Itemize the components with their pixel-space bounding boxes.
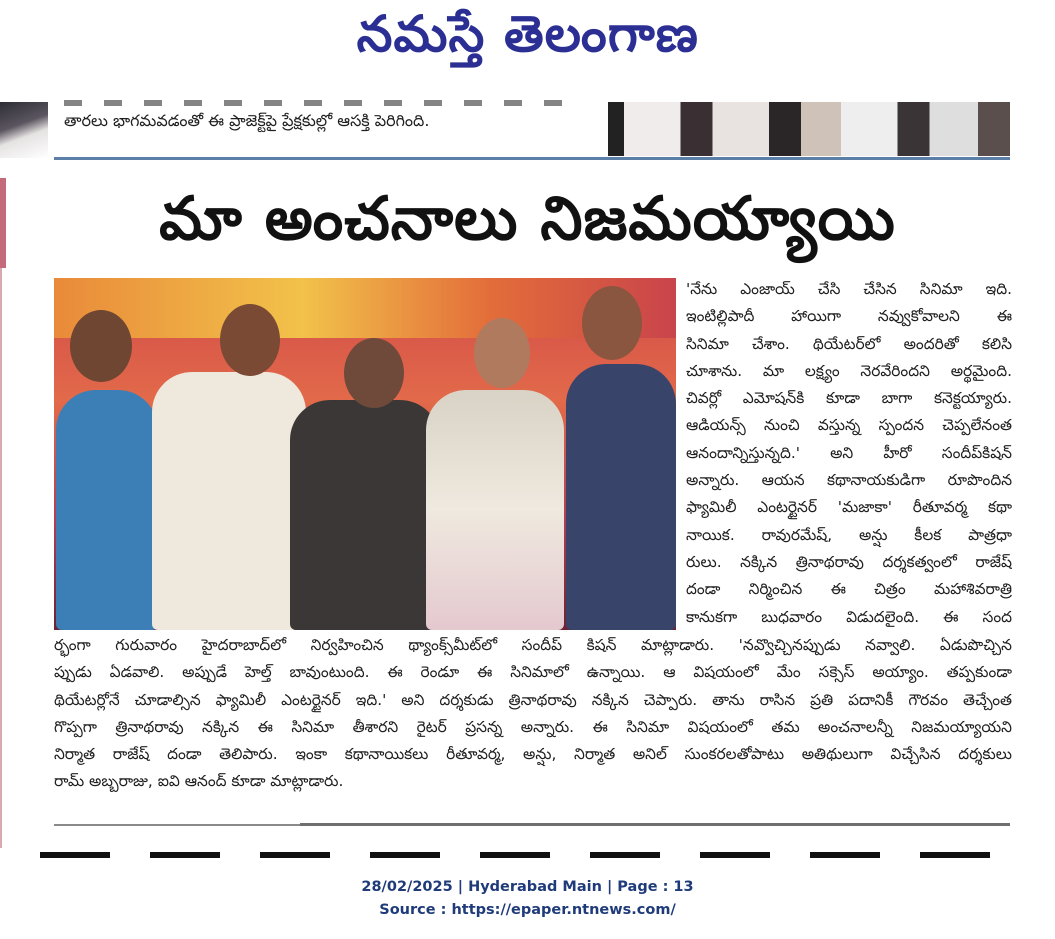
previous-article-cropped-line (64, 100, 584, 106)
article-column-line: చూశాను. మా లక్ష్యం నెరవేరిందని అర్థమైంది. (686, 361, 1012, 380)
photo-person (290, 400, 440, 630)
article-body-full-width (54, 632, 1012, 796)
article-column-line: ఇంటిల్లిపాదీ హాయిగా నవ్వుకోవాలని ఈ (686, 307, 1012, 326)
article-body-column (686, 276, 1012, 631)
photo-person (152, 372, 306, 630)
article-full-line: థియేటర్లోనే చూడాల్సిన ఫ్యామిలీ ఎంటర్టైనర్ ఇది.' అని దర్శకుడు త్రినాథరావు నక్కిన చెప్పారు. తాను రాసిన ప్రతి పదానికీ గౌరవం తెచ్చేంత (54, 690, 1012, 709)
article-column-line: ఆడియన్స్ నుంచి వస్తున్న స్పందన చెప్పలేనంత (686, 416, 1012, 435)
article-full-line: ప్పుడు ఏడవాలి. అప్పుడే హెల్త్ బావుంటుంది. ఈ రెండూ ఈ సినిమాలో ఉన్నాయి. ఆ విషయంలో మేం సక్సెస్ అయ్యాం. తప్పకుండా (54, 663, 1012, 682)
photo-person-head (70, 310, 132, 382)
article-full-line: నిర్మాత రాజేష్ దండా తెలిపారు. ఇంకా కథానాయికలు రీతూవర్మ, అన్షు, నిర్మాత అనిల్ సుంకరలతోపాటు అతిథులుగా విచ్చేసిన దర్శకులు (54, 745, 1012, 764)
article-column-line: అన్నారు. ఆయన కథానాయకుడిగా రూపొందిన (686, 471, 1012, 490)
article-headline: మా అంచనాలు నిజమయ్యాయి (159, 184, 896, 254)
footer-date-edition: 28/02/2025 | Hyderabad Main | Page : 13 (361, 879, 694, 895)
article-full-line: రామ్ అబ్బరాజు, ఐవి ఆనంద్ కూడా మాట్లాడారు. (54, 772, 344, 791)
article-column-line: చివర్లో ఎమోషన్‌కి కూడా బాగా కనెక్టయ్యారు. (686, 389, 1012, 408)
article-column-line: రులు. నక్కిన త్రినాథరావు దర్శకత్వంలో రాజేష్ (686, 552, 1012, 571)
article-column-line: సినిమా చేశాం. థియేటర్‌లో అందరితో కలిసి (686, 334, 1012, 353)
footer-source[interactable]: Source : https://epaper.ntnews.com/ (379, 902, 676, 918)
left-margin-rule-thin (0, 268, 2, 848)
page-footer (0, 876, 1055, 922)
article-column-line: కానుకగా బుధవారం విడుదలైంది. ఈ సంద (686, 607, 1012, 626)
photo-person (566, 364, 676, 630)
article-column-line: ఫ్యామిలీ ఎంటర్టైనర్ 'మజాకా' రీతూవర్మ కథా (686, 498, 1012, 517)
photo-person-head (474, 318, 530, 388)
article-full-line: గొప్పగా త్రినాథరావు నక్కిన ఈ సినిమా తీశారని రైటర్ ప్రసన్న అన్నారు. ఈ సినిమా విషయంలో తమ అంచనాలన్నీ నిజమయ్యాయని (54, 717, 1012, 736)
article-column-line: నాయిక. రావురమేష్, అన్షు కీలక పాత్రధా (686, 525, 1012, 544)
section-separator (54, 157, 1010, 160)
next-article-cropped-headline (40, 852, 1020, 858)
photo-person-head (220, 304, 280, 376)
masthead (0, 0, 1055, 80)
article-photo (54, 278, 676, 630)
previous-article-photo (608, 102, 1010, 156)
photo-person-head (344, 338, 404, 408)
bottom-separator-thick (300, 823, 1010, 826)
masthead-title: నమస్తే తెలంగాణ (356, 4, 699, 63)
article-column-line: దండా నిర్మించిన ఈ చిత్రం మహాశివరాత్రి (686, 580, 1012, 599)
previous-article (0, 92, 1010, 158)
photo-person (56, 390, 158, 630)
photo-person (426, 390, 564, 630)
article-column-line: ఆనందాన్నిస్తున్నది.' అని హీరో సందీప్‌కిషన్ (686, 443, 1012, 462)
article-full-line: ర్భంగా గురువారం హైదరాబాద్‌లో నిర్వహించిన థ్యాంక్స్‌మీట్‌లో సందీప్ కిషన్ మాట్లాడారు. 'నవ్వొచ్చినప్పుడు నవ్వాలి. ఏడుపొచ్చిన (54, 636, 1012, 654)
article-column-line: 'నేను ఎంజాయ్ చేసి చేసిన సినిమా ఇది. (686, 280, 1012, 298)
photo-person-head (582, 286, 642, 360)
previous-article-text: తారలు భాగమవడంతో ఈ ప్రాజెక్ట్‌పై ప్రేక్షకుల్లో ఆసక్తి పెరిగింది. (64, 111, 430, 130)
previous-article-photo-left (0, 102, 48, 158)
